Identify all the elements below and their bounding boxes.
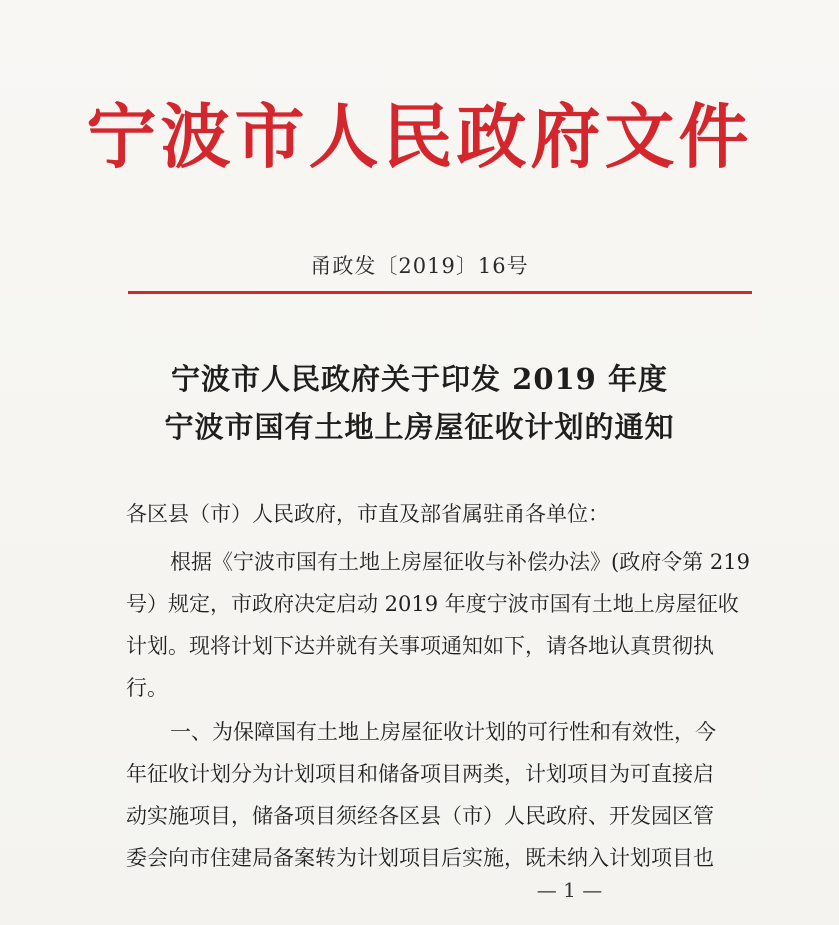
notice-title-line-2: 宁波市国有土地上房屋征收计划的通知 bbox=[164, 410, 675, 444]
body-line-3: 计划。现将计划下达并就有关事项通知如下，请各地认真贯彻执 bbox=[126, 634, 714, 658]
body-line-2: 号）规定，市政府决定启动 2019 年度宁波市国有土地上房屋征收 bbox=[126, 592, 739, 616]
notice-title-line-1: 宁波市人民政府关于印发 2019 年度 bbox=[171, 362, 668, 396]
body-line-4: 行。 bbox=[126, 676, 168, 700]
addressee-line: 各区县（市）人民政府，市直及部省属驻甬各单位： bbox=[126, 502, 609, 526]
body-line-1: 根据《宁波市国有土地上房屋征收与补偿办法》(政府令第 219 bbox=[170, 550, 750, 574]
body-line-7: 动实施项目，储备项目须经各区县（市）人民政府、开发园区管 bbox=[126, 804, 714, 828]
red-divider-line bbox=[128, 291, 752, 294]
body-line-8: 委会向市住建局备案转为计划项目后实施，既未纳入计划项目也 bbox=[126, 846, 714, 870]
document-number: 甬政发〔2019〕16号 bbox=[310, 254, 529, 278]
body-line-6: 年征收计划分为计划项目和储备项目两类，计划项目为可直接启 bbox=[126, 762, 714, 786]
page-number: — 1 — bbox=[536, 878, 603, 902]
body-line-5: 一、为保障国有土地上房屋征收计划的可行性和有效性，今 bbox=[170, 720, 716, 744]
masthead-title: 宁波市人民政府文件 bbox=[86, 95, 753, 178]
